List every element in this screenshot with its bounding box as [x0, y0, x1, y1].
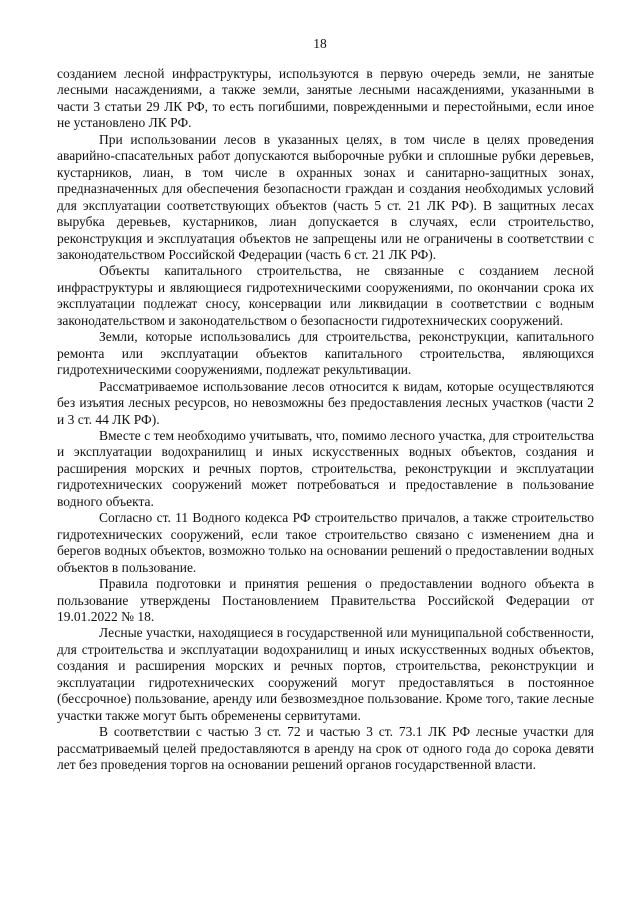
- paragraph: В соответствии с частью 3 ст. 72 и частью 3 ст. 73.1 ЛК РФ лесные участки для рассматриваемый целей предоставляются в аренду на срок от одного года до сорока девяти лет без проведения торгов на основании решений органов государственной власти.: [57, 724, 594, 773]
- paragraph: Рассматриваемое использование лесов относится к видам, которые осуществляются без изъятия лесных ресурсов, но невозможны без предоставления лесных участков (части 2 и 3 ст. 44 ЛК РФ).: [57, 378, 594, 427]
- paragraph: Правила подготовки и принятия решения о предоставлении водного объекта в пользование утверждены Постановлением Правительства Российской Федерации от 19.01.2022 № 18.: [57, 576, 594, 624]
- paragraph: Объекты капитального строительства, не связанные с созданием лесной инфраструктуры и являющиеся гидротехническими сооружениями, по окончании срока их эксплуатации подлежат сносу, консервации или ликвидации в соответствии с водным законодательством и законодательством о безопасности гидротехнических сооружений.: [57, 263, 594, 328]
- paragraph: Вместе с тем необходимо учитывать, что, помимо лесного участка, для строительства и эксплуатации водохранилищ и иных искусственных водных объектов, создания и расширения морских и речных портов, строительства, реконструкции и эксплуатации гидротехнических сооружений может потребоваться и предоставление в пользование водного объекта.: [57, 427, 594, 509]
- paragraph: Земли, которые использовались для строительства, реконструкции, капитального ремонта или эксплуатации объектов капитального строительства, являющихся гидротехническими сооружениями, подлежат рекультивации.: [57, 329, 594, 378]
- document-body: [57, 66, 594, 773]
- paragraph: При использовании лесов в указанных целях, в том числе в целях проведения аварийно-спасательных работ допускаются выборочные рубки и сплошные рубки деревьев, кустарников, лиан, в том числе в охранных зонах и санитарно-защитных зонах, предназначенных для обеспечения безопасности граждан и создания необходимых условий для эксплуатации соответствующих объектов (часть 5 ст. 21 ЛК РФ). В защитных лесах вырубка деревьев, кустарников, лиан допускается в случаях, если строительство, реконструкция и эксплуатация объектов не запрещены или не ограничены в соответствии с законодательством Российской Федерации (часть 6 ст. 21 ЛК РФ).: [57, 131, 594, 262]
- paragraph: Лесные участки, находящиеся в государственной или муниципальной собственности, для строительства и эксплуатации водохранилищ и иных искусственных водных объектов, создания и расширения морских и речных портов, строительства, реконструкции и эксплуатации гидротехнических сооружений могут предоставляться в постоянное (бессрочное) пользование, аренду или безвозмездное пользование. Кроме того, такие лесные участки также могут быть обременены сервитутами.: [57, 625, 594, 723]
- paragraph-continuation: созданием лесной инфраструктуры, используются в первую очередь земли, не занятые лесными насаждениями, а также земли, занятые лесными насаждениями, указанными в части 3 статьи 29 ЛК РФ, то есть погибшими, поврежденными и перестойными, если иное не установлено ЛК РФ.: [57, 66, 594, 131]
- paragraph: Согласно ст. 11 Водного кодекса РФ строительство причалов, а также строительство гидротехнических сооружений, если такое строительство связано с изменением дна и берегов водных объектов, возможно только на основании решений о предоставлении водных объектов в пользование.: [57, 510, 594, 575]
- page-number: 18: [313, 36, 327, 51]
